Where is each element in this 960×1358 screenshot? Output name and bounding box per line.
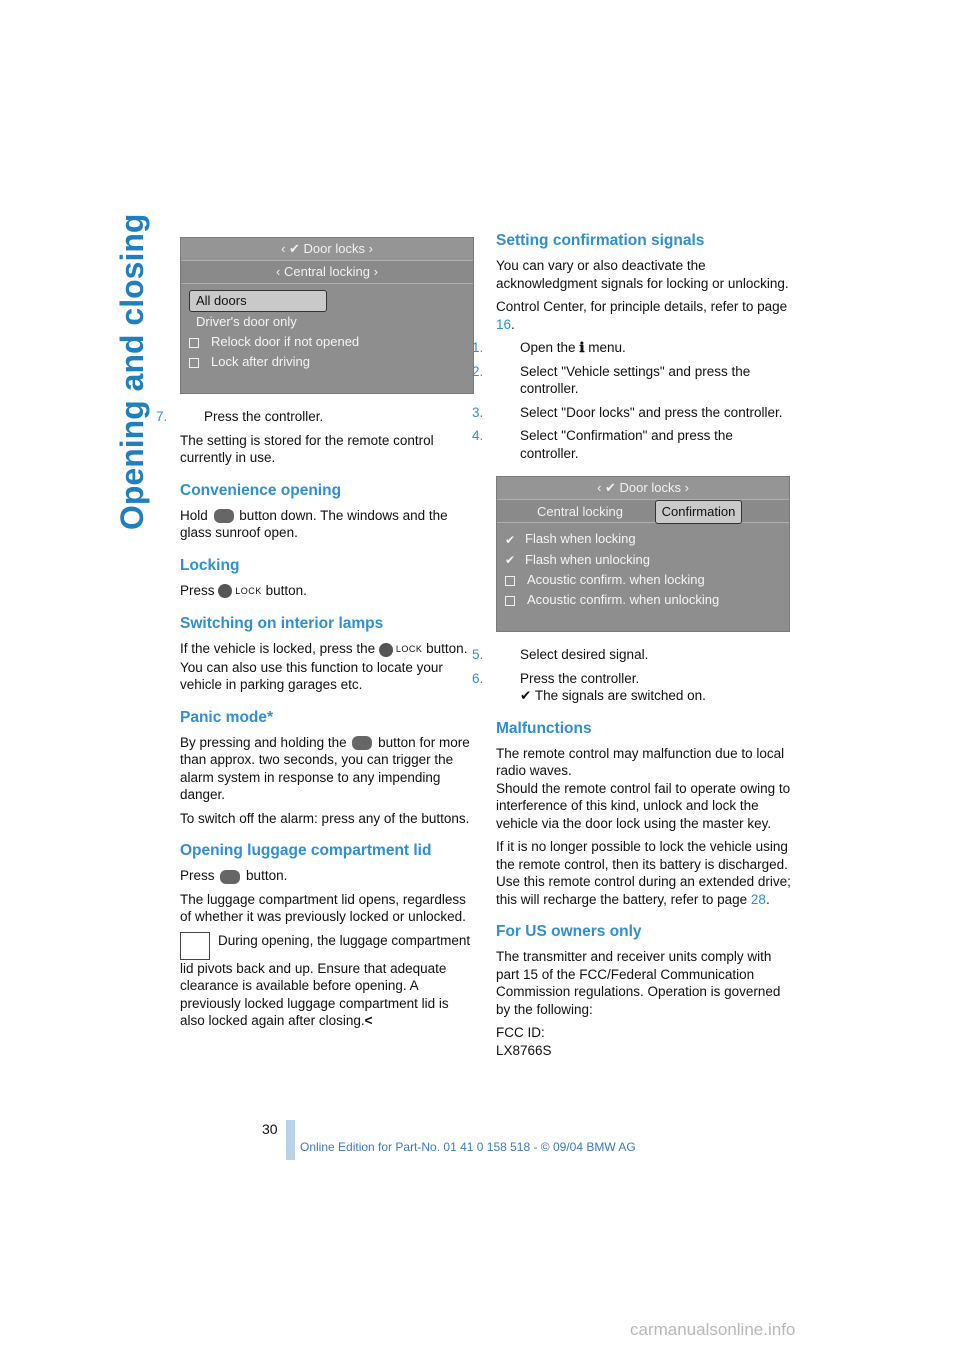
check-icon: ✔ (505, 532, 516, 547)
convenience-text: Hold button down. The windows and the glass sunroof open. (180, 507, 448, 540)
footer-text: Online Edition for Part-No. 01 41 0 158 518 - © 09/04 BMW AG (300, 1140, 636, 1154)
menu-item-acoustic-locking[interactable]: Acoustic confirm. when locking (497, 570, 789, 590)
menu-item-acoustic-unlocking[interactable]: Acoustic confirm. when unlocking (497, 590, 789, 610)
panic-heading: Panic mode* (180, 708, 274, 726)
step-7: 7. Press the controller. (156, 409, 324, 424)
menu-item-drivers-door[interactable]: Driver's door only (196, 314, 297, 329)
tab-central-locking[interactable]: Central locking (537, 504, 623, 519)
us-owners-text: The transmitter and receiver units comply with part 15 of the FCC/Federal Communication Commission regulations. Operation is governed by the following: (496, 949, 781, 1017)
unlock-button-icon (214, 509, 234, 523)
note-icon (180, 932, 210, 960)
confirm-heading: Setting confirmation signals (496, 232, 705, 249)
left-column (156, 237, 475, 1036)
lock-button-icon: LOCK (218, 582, 262, 600)
panic-off-text: To switch off the alarm: press any of the buttons. (180, 810, 470, 826)
interior-text: If the vehicle is locked, press the LOCK button. You can also use this function to locate your vehicle in parking garages etc. (180, 641, 468, 693)
page-link-16[interactable]: 16 (496, 316, 512, 332)
menu-item-all-doors[interactable]: All doors (181, 290, 473, 312)
menu-item-flash-locking[interactable]: ✔ Flash when locking (497, 529, 789, 550)
screen-subheader: ‹ Central locking › (181, 261, 473, 284)
luggage-text: The luggage compartment lid opens, regardless of whether it was previously locked or unlocked. (180, 891, 466, 925)
luggage-press-text: Press button. (180, 868, 288, 884)
page-link-28[interactable]: 28 (750, 891, 766, 907)
chapter-title: Opening and closing (114, 213, 150, 530)
screen-header: ‹ ✔ Door locks › (181, 238, 473, 261)
checkbox-icon (505, 596, 515, 606)
malfunctions-heading: Malfunctions (496, 719, 592, 737)
footer-bar (286, 1120, 295, 1160)
panic-button-icon (352, 736, 372, 750)
us-owners-heading: For US owners only (496, 923, 642, 940)
step-5: 5. Select desired signal. (472, 647, 649, 662)
checkbox-icon (505, 576, 515, 586)
step-1: 1. Open the ℹ menu. (472, 340, 626, 355)
convenience-heading: Convenience opening (180, 481, 342, 499)
step-6: 6. Press the controller. ✔ The signals are switched on. (472, 670, 706, 703)
confirm-ref: Control Center, for principle details, refer to page 16. (496, 299, 788, 332)
step-3: 3. Select "Door locks" and press the controller. (472, 404, 783, 420)
right-column (472, 232, 791, 1065)
check-icon: ✔ (505, 553, 516, 568)
trunk-button-icon (220, 870, 240, 884)
luggage-heading: Opening luggage compartment lid (180, 842, 432, 860)
checkbox-icon (189, 338, 199, 348)
checkbox-icon (189, 358, 199, 368)
luggage-note: During opening, the luggage compartment lid pivots back and up. Ensure that adequate clearance is available before opening. A previously locked luggage compartment lid is also locked again after closing.< (180, 932, 471, 1029)
info-icon: ℹ (579, 340, 585, 355)
tab-confirmation[interactable]: Confirmation (655, 500, 743, 524)
check-icon: ✔ (520, 688, 532, 703)
step-2: 2. Select "Vehicle settings" and press the controller. (472, 363, 751, 396)
menu-item-relock[interactable]: Relock door if not opened (181, 332, 473, 352)
screen-tabs (497, 500, 789, 523)
watermark: carmanualsonline.info (630, 1320, 796, 1339)
locking-heading: Locking (180, 556, 240, 574)
stored-text: The setting is stored for the remote control currently in use. (180, 432, 434, 465)
menu-item-flash-unlocking[interactable]: ✔ Flash when unlocking (497, 550, 789, 571)
locking-text: Press LOCK button. (180, 582, 475, 601)
screen-header: ‹ ✔ Door locks › (497, 477, 789, 500)
confirm-intro: You can vary or also deactivate the acknowledgment signals for locking or unlocking. (496, 258, 789, 291)
panic-text: By pressing and holding the button for more than approx. two seconds, you can trigger the alarm system in response to any impending danger. (180, 734, 470, 803)
page-number: 30 (262, 1121, 278, 1137)
lock-button-icon: LOCK (379, 640, 423, 658)
malf-text-1: The remote control may malfunction due to local radio waves. Should the remote control fail to operate owing to interference of this kind, unlock and lock the vehicle via the door lock using the master key. (496, 745, 791, 831)
fcc-id: FCC ID: LX8766S (496, 1025, 552, 1058)
confirmation-screen (496, 476, 790, 632)
interior-heading: Switching on interior lamps (180, 615, 384, 633)
door-locks-screen (180, 237, 474, 394)
malf-text-3: If it is no longer possible to lock the vehicle using the remote control, then its battery is discharged. Use this remote control during an extended drive; this will recharge the battery, refer to page 28. (496, 839, 791, 907)
step-4: 4. Select "Confirmation" and press the controller. (472, 428, 733, 461)
menu-item-lock-after-driving[interactable]: Lock after driving (181, 352, 473, 372)
